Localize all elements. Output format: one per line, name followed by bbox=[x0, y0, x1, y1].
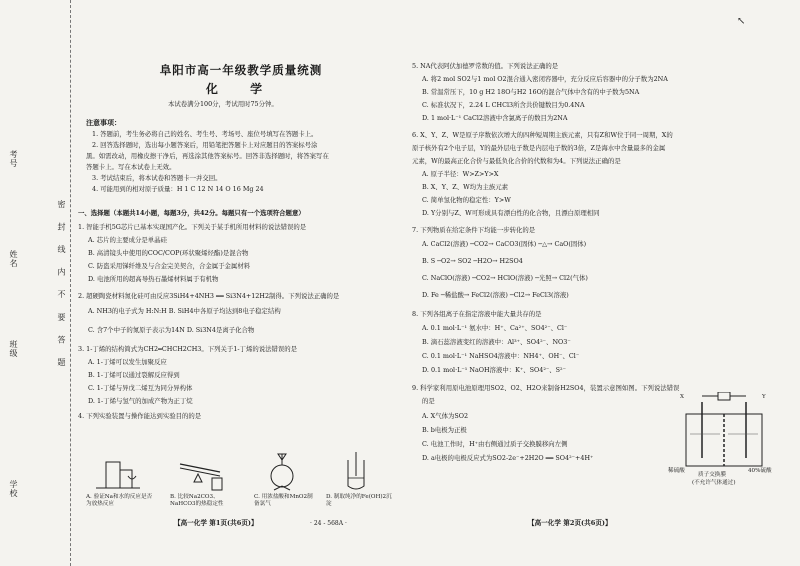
page-one-footer: 【高一化学 第1页(共6页)】 bbox=[174, 519, 258, 527]
score-note: 本试卷满分100分，考试用时75分钟。 bbox=[168, 100, 278, 108]
notes-heading: 注意事项： bbox=[86, 118, 121, 127]
exam-number-label: 考号 bbox=[9, 150, 18, 168]
tube-heating-icon bbox=[174, 452, 226, 492]
seal-line-notice: 密 封 线 内 不 要 答 题 bbox=[57, 200, 66, 372]
option-line: C. 简单氢化物的稳定性：Y>W bbox=[422, 196, 511, 204]
acid-40-label: 40%硫酸 bbox=[748, 468, 772, 474]
page-two bbox=[412, 0, 792, 566]
test-tube-icon bbox=[330, 452, 382, 492]
option-line: A. 0.1 mol·L⁻¹ 氨水中：H⁺、Ca²⁺、SO4²⁻、Cl⁻ bbox=[422, 324, 568, 332]
apparatus-b bbox=[174, 452, 226, 500]
exam-code: · 24 - 568A · bbox=[310, 520, 347, 527]
gas-x-label: X bbox=[680, 394, 684, 400]
option-line: A. 1-丁烯可以发生加聚反应 bbox=[88, 358, 167, 366]
option-line: D. 1-丁烯与氢气的加成产物为正丁烷 bbox=[88, 397, 193, 405]
option-line: A. 芯片的主要成分是单晶硅 bbox=[88, 236, 167, 244]
question-line: 3. 1-丁烯的结构简式为CH2═CHCH2CH3。下列关于1-丁烯的说法错误的是 bbox=[78, 345, 298, 353]
apparatus-d bbox=[330, 452, 382, 500]
option-line: A. CaCl2(溶液) ─CO2→ CaCO3(固体) ─△→ CaO(固体) bbox=[422, 240, 587, 248]
question-line: 4. 下列实验装置与操作能达到实验目的的是 bbox=[78, 412, 202, 420]
caption-c: C. 用浓盐酸和MnO2制备氯气 bbox=[254, 494, 313, 508]
caption-b: B. 比较Na2CO3、NaHCO3的热稳定性 bbox=[170, 494, 224, 508]
option-line: C. NaClO(溶液) ─CO2→ HClO(溶液) ─光照→ Cl2(气体) bbox=[422, 274, 588, 282]
note-line: 2. 回答选择题时，选出每小题答案后，用铅笔把答题卡上对应题目的答案标号涂 bbox=[92, 141, 318, 149]
option-line: B. 滴石蕊溶液变红的溶液中：Al³⁺、SO4²⁻、NO3⁻ bbox=[422, 338, 571, 346]
option-line: D. Fe ─稀盐酸→ FeCl2(溶液) ─Cl2→ FeCl3(溶液) bbox=[422, 291, 569, 299]
gas-y-label: Y bbox=[762, 394, 766, 400]
note-line: 3. 考试结束后，将本试卷和答题卡一并交回。 bbox=[92, 174, 222, 182]
question-line: 元素，W的最高正化合价与最低负化合价的代数和为4。下列说法正确的是 bbox=[412, 157, 621, 165]
option-line: B. 1-丁烯可以通过裂解反应得到 bbox=[88, 371, 180, 379]
option-line: D. 0.1 mol·L⁻¹ NaOH溶液中：K⁺、SO4²⁻、S²⁻ bbox=[422, 366, 566, 374]
dilute-acid-label: 稀硫酸 bbox=[668, 468, 685, 474]
note-line: 黑。如需改动，用橡皮擦干净后，再选涂其他答案标号。回答非选择题时，将答案写在 bbox=[86, 152, 329, 160]
option-line: D. 1 mol·L⁻¹ CaCl2溶液中含氯离子的数目为2NA bbox=[422, 114, 568, 122]
option-line: D. Y分别与Z、W可形成具有漂白性的化合物，且漂白原理相同 bbox=[422, 209, 600, 217]
question-line: 6. X、Y、Z、W是原子序数依次增大的四种短周期主族元素，只有Z和W位于同一周期，X的 bbox=[412, 131, 673, 139]
option-line: B. S ─O2→ SO2 ─H2O→ H2SO4 bbox=[422, 257, 523, 265]
question-line: 的是 bbox=[422, 397, 435, 405]
apparatus-c bbox=[256, 452, 308, 500]
apparatus-a bbox=[92, 452, 144, 500]
membrane-note: (不允许气体通过) bbox=[692, 480, 736, 486]
class-label: 班级 bbox=[9, 340, 18, 358]
option-line: C. 0.1 mol·L⁻¹ NaHSO4溶液中：NH4⁺、OH⁻、Cl⁻ bbox=[422, 352, 580, 360]
flask-diagram-icon bbox=[92, 452, 144, 492]
option-line: B. 高清镜头中使用的COC/COP(环状聚烯烃酯)是混合物 bbox=[88, 249, 249, 257]
mouse-cursor-icon: ↖ bbox=[737, 16, 746, 27]
question-line: 9. 科学家利用原电池原理用SO2、O2、H2O来制备H2SO4，装置示意图如图。下列说法错误 bbox=[412, 384, 680, 392]
option-line: A. X气体为SO2 bbox=[422, 412, 469, 420]
caption-a: A. 验证Na和水的反应是否为放热反应 bbox=[86, 494, 153, 508]
option-line: C. 标准状况下，2.24 L CHCl3所含共价键数目为0.4NA bbox=[422, 101, 585, 109]
caption-d: D. 制取纯净的Fe(OH)2沉淀 bbox=[326, 494, 392, 508]
name-label: 姓名 bbox=[9, 250, 18, 268]
option-line: B. 常温常压下，10 g H2 18O与H2 16O的混合气体中含有的中子数为5NA bbox=[422, 88, 640, 96]
note-line: 1. 答题前，考生务必将自己的姓名、考生号、考场号、座位号填写在答题卡上。 bbox=[92, 130, 318, 138]
question-line: 7. 下列物质在给定条件下均能一步转化的是 bbox=[412, 226, 536, 234]
option-line: D. a电极的电极反应式为SO2-2e⁻+2H2O ══ SO4²⁻+4H⁺ bbox=[422, 454, 594, 462]
school-label: 学校 bbox=[9, 480, 18, 498]
binding-margin bbox=[0, 0, 71, 566]
note-line: 4. 可能用到的相对原子质量：H 1 C 12 N 14 O 16 Mg 24 bbox=[92, 185, 264, 193]
option-line: B. b电极为正极 bbox=[422, 426, 467, 434]
option-line: A. NH3的电子式为 H:N:H B. SiH4中各原子均达到8电子稳定结构 bbox=[88, 307, 281, 315]
option-line: D. 电池所用的超高导热石墨烯材料属于有机物 bbox=[88, 275, 219, 283]
question-line: 1. 智能手机5G芯片已基本实现国产化。下列关于某手机所用材料的说法错误的是 bbox=[78, 223, 307, 231]
option-line: C. 电池工作时，H⁺由右侧通过质子交换膜移向左侧 bbox=[422, 440, 568, 448]
question-line: 8. 下列各组离子在指定溶液中能大量共存的是 bbox=[412, 310, 542, 318]
option-line: A. 原子半径：W>Z>Y>X bbox=[422, 170, 499, 178]
page-one bbox=[78, 0, 402, 566]
exam-title: 阜阳市高一年级教学质量统测 bbox=[159, 63, 323, 77]
question-line: 2. 超硬陶瓷材料氮化硅可由反应3SiH4+4NH3 ══ Si3N4+12H2制得。下列说法正确的是 bbox=[78, 292, 340, 300]
option-line: C. 防盗采用锑纤维及与合金完美契合，合金属于金属材料 bbox=[88, 262, 251, 270]
option-line: B. X、Y、Z、W均为主族元素 bbox=[422, 183, 509, 191]
round-flask-icon bbox=[256, 452, 308, 492]
page-two-footer: 【高一化学 第2页(共6页)】 bbox=[528, 519, 612, 527]
membrane-label: 质子交换膜 bbox=[698, 472, 726, 478]
question-line: 原子核外有2个电子层，Y的最外层电子数是内层电子数的3倍，Z是海水中含量最多的金属 bbox=[412, 144, 666, 152]
cell-diagram bbox=[668, 392, 778, 488]
option-line: C. 含7个中子的氮原子表示为14N D. Si3N4是离子化合物 bbox=[88, 326, 255, 334]
note-line: 答题卡上。写在本试卷上无效。 bbox=[86, 163, 176, 171]
subject-title: 化 学 bbox=[205, 82, 277, 96]
section-heading: 一、选择题（本题共14小题，每题3分，共42分。每题只有一个选项符合题意） bbox=[78, 209, 305, 217]
option-line: A. 将2 mol SO2与1 mol O2混合通入密闭容器中，充分反应后容器中的分子数为2NA bbox=[422, 75, 668, 83]
question-line: 5. NA代表阿伏加德罗常数的值。下列说法正确的是 bbox=[412, 62, 559, 70]
option-line: C. 1-丁烯与异戊二烯互为同分异构体 bbox=[88, 384, 193, 392]
